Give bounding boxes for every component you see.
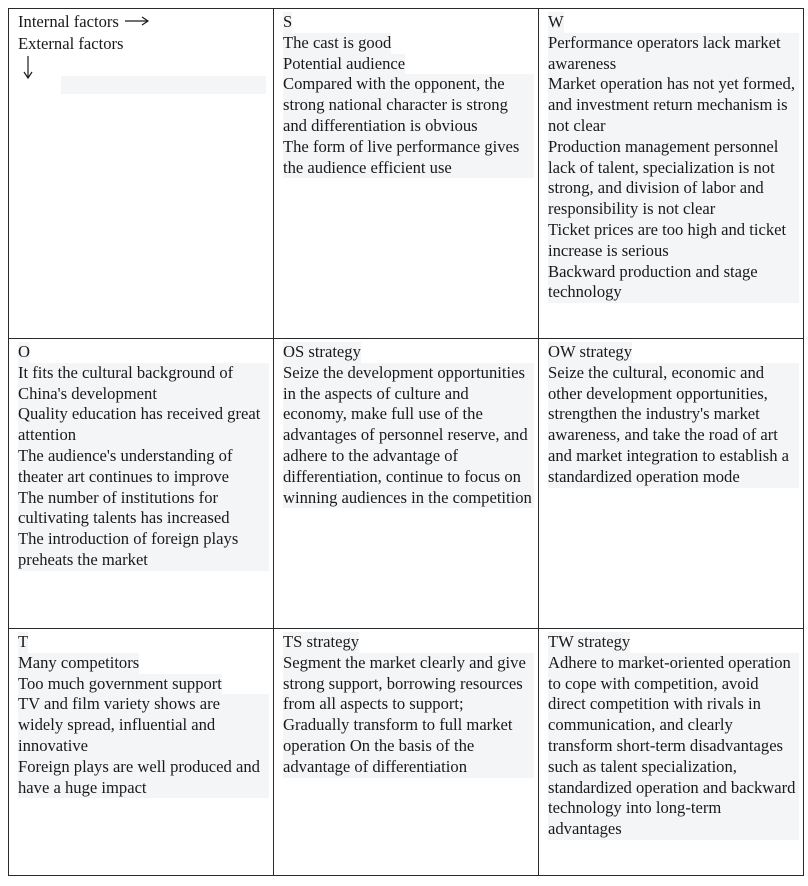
weaknesses-cell	[539, 9, 804, 339]
ts-strategy-heading: TS strategy	[283, 632, 360, 651]
strengths-heading: S	[283, 12, 293, 31]
strengths-cell	[274, 9, 539, 339]
weaknesses-heading: W	[548, 12, 564, 31]
opportunities-item: The audience's understanding of theater art continues to improve	[18, 446, 269, 488]
ow-strategy-heading: OW strategy	[548, 342, 633, 361]
ts-strategy-cell	[274, 629, 539, 876]
ow-strategy-text: Seize the cultural, economic and other development opportunities, strengthen the industry's market awareness, and take the road of art and market integration to establish a standardized operation mode	[548, 363, 799, 488]
opportunities-item: It fits the cultural background of China's development	[18, 363, 269, 405]
threats-item: Foreign plays are well produced and have a huge impact	[18, 757, 269, 799]
weaknesses-item: Backward production and stage technology	[548, 262, 799, 304]
tw-strategy-heading: TW strategy	[548, 632, 631, 651]
os-strategy-text: Seize the development opportunities in the aspects of culture and economy, make full use of the advantages of personnel reserve, and adhere to the advantage of differentiation, continue to focus on winning audiences in the competition	[283, 363, 534, 509]
ow-strategy-cell	[539, 339, 804, 629]
opportunities-cell	[9, 339, 274, 629]
opportunities-item: The introduction of foreign plays preheats the market	[18, 529, 269, 571]
internal-factors-label: Internal factors	[18, 12, 151, 34]
strengths-item: Compared with the opponent, the strong national character is strong and differentiation is obvious	[283, 74, 534, 136]
strengths-item: The cast is good	[283, 32, 392, 52]
table-row-header	[9, 9, 804, 339]
weaknesses-item: Ticket prices are too high and ticket increase is serious	[548, 220, 799, 262]
threats-item: TV and film variety shows are widely spread, influential and innovative	[18, 694, 269, 756]
table-row-threats	[9, 629, 804, 876]
threats-heading: T	[18, 632, 29, 651]
strengths-item: Potential audience	[283, 53, 406, 73]
weaknesses-item: Performance operators lack market awareness	[548, 33, 799, 75]
opportunities-item: Quality education has received great attention	[18, 404, 269, 446]
weaknesses-item: Market operation has not yet formed, and investment return mechanism is not clear	[548, 74, 800, 135]
swot-matrix-table	[8, 8, 804, 876]
weaknesses-item: Production management personnel lack of talent, specialization is not strong, and division of labor and responsibility is not clear	[548, 137, 799, 220]
strengths-item: The form of live performance gives the audience efficient use	[283, 137, 534, 179]
tw-strategy-text: Adhere to market-oriented operation to cope with competition, avoid direct competition with rivals in communication, and clearly transform short-term disadvantages such as talent specialization, standardized operation and backward technology into long-term advantages	[548, 652, 800, 839]
ts-strategy-text: Segment the market clearly and give strong support, borrowing resources from all aspects to support;	[283, 653, 534, 715]
threats-item: Many competitors	[18, 652, 140, 672]
opportunities-heading: O	[18, 342, 30, 361]
threats-cell	[9, 629, 274, 876]
os-strategy-heading: OS strategy	[283, 342, 361, 361]
threats-item: Too much government support	[18, 673, 222, 693]
opportunities-item: The number of institutions for cultivating talents has increased	[18, 488, 269, 530]
corner-cell	[9, 9, 274, 339]
os-strategy-cell	[274, 339, 539, 629]
ts-strategy-text: Gradually transform to full market operation On the basis of the advantage of differentiation	[283, 715, 534, 777]
external-factors-label: External factors	[18, 33, 124, 53]
corner-shade	[61, 76, 266, 94]
table-row-opportunities	[9, 339, 804, 629]
tw-strategy-cell	[539, 629, 804, 876]
arrow-right-icon	[125, 11, 151, 32]
